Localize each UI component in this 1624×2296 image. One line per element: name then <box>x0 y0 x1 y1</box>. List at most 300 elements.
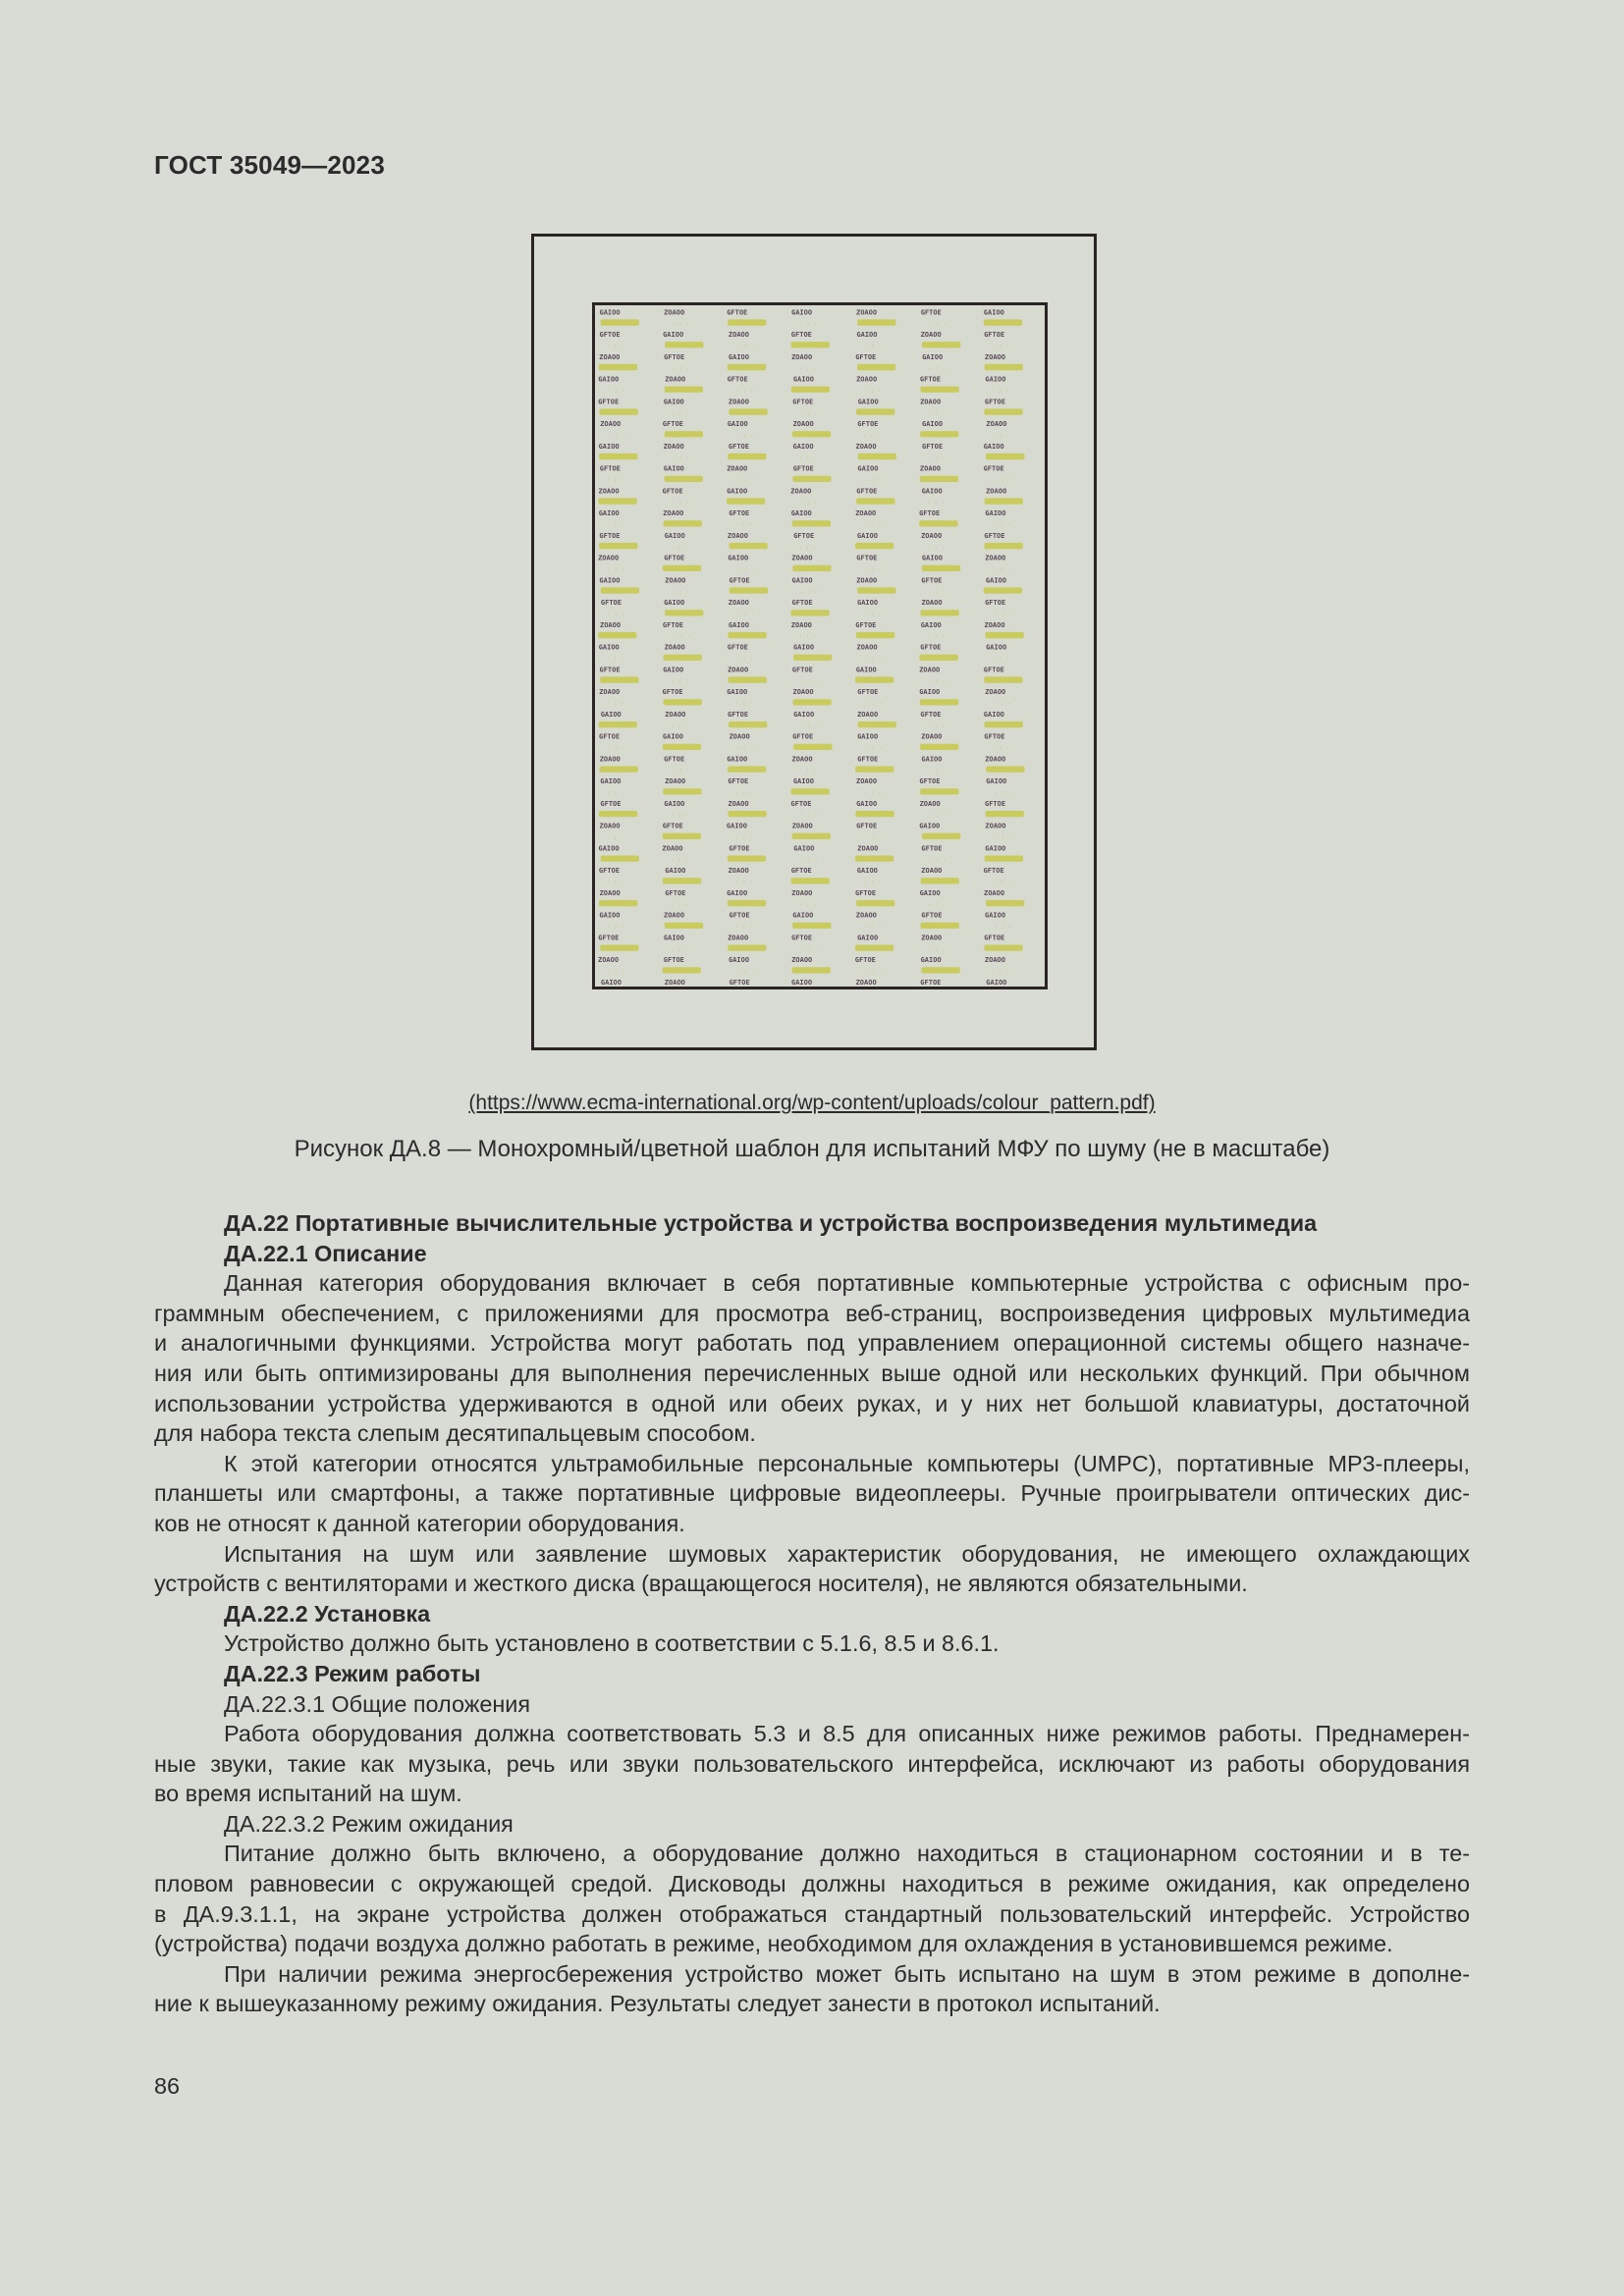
pattern-dots: · : · <box>863 789 882 797</box>
pattern-word: ZOAOO <box>791 352 813 361</box>
pattern-dots: · : · <box>993 879 1011 886</box>
pattern-word: ZOAOO <box>663 442 684 451</box>
pattern-yellow-bar <box>665 476 703 482</box>
pattern-yellow-bar <box>857 587 895 593</box>
pattern-word: GAIOO <box>985 375 1006 384</box>
pattern-yellow-bar <box>792 431 831 437</box>
pattern-yellow-bar <box>663 565 701 571</box>
pattern-yellow-bar <box>793 699 832 705</box>
pattern-word: GAIOO <box>985 509 1006 518</box>
pattern-word: GAIOO <box>599 576 621 585</box>
pattern-dots: · : · <box>800 722 819 730</box>
pattern-yellow-bar <box>855 811 893 817</box>
pattern-word: GFTOE <box>984 398 1005 406</box>
pattern-word: ZOAOO <box>985 688 1006 697</box>
pattern-word: GFTOE <box>856 487 878 496</box>
pattern-dots: · : · <box>607 611 625 618</box>
pattern-yellow-bar <box>792 833 831 839</box>
pattern-word: ZOAOO <box>920 331 942 340</box>
pattern-word: GFTOE <box>983 666 1004 674</box>
pattern-dots: · : · <box>607 388 625 395</box>
pattern-word: GFTOE <box>792 464 814 473</box>
pattern-word: GAIOO <box>600 979 622 987</box>
pattern-yellow-bar <box>663 878 701 883</box>
pattern-yellow-bar <box>663 967 701 973</box>
figure-source-link[interactable]: (https://www.ecma-international.org/wp-content/uploads/colour_pattern.pdf) <box>468 1092 1156 1114</box>
page-number: 86 <box>154 2073 181 2099</box>
pattern-dots: · : · <box>736 745 755 753</box>
pattern-word: GFTOE <box>790 800 812 808</box>
pattern-word: GAIOO <box>663 331 684 340</box>
pattern-yellow-bar <box>857 319 895 325</box>
pattern-word: GAIOO <box>726 822 747 830</box>
pattern-dots: · : · <box>927 633 946 641</box>
pattern-dots: · : · <box>927 409 946 417</box>
pattern-word: GFTOE <box>729 979 750 987</box>
pattern-word: GFTOE <box>599 666 621 674</box>
pattern-yellow-bar <box>855 543 893 549</box>
pattern-yellow-bar <box>728 811 766 817</box>
pattern-word: GFTOE <box>856 554 878 562</box>
pattern-dots: · : · <box>800 812 819 820</box>
pattern-word: GAIOO <box>598 442 620 451</box>
clause-heading: ДА.22.3.1 Общие положения <box>224 1690 531 1717</box>
pattern-dots: · : · <box>992 432 1010 440</box>
pattern-word: GAIOO <box>856 800 878 808</box>
pattern-word: GAIOO <box>793 711 815 719</box>
pattern-word: ZOAOO <box>791 554 813 562</box>
pattern-word: GAIOO <box>921 487 943 496</box>
pattern-word: GFTOE <box>854 956 876 965</box>
pattern-word: GAIOO <box>600 777 622 786</box>
paragraph-line: во время испытаний на шум. <box>154 1781 462 1807</box>
pattern-word: ZOAOO <box>598 487 620 496</box>
pattern-word: GFTOE <box>662 487 683 496</box>
pattern-dots: · : · <box>864 968 883 976</box>
pattern-word: ZOAOO <box>728 666 749 674</box>
pattern-dots: · : · <box>929 856 947 864</box>
paragraph-line: в ДА.9.3.1.1, на экране устройства должен отображаться стандартный пользовательский интерфейс. Устройство <box>154 1900 1470 1927</box>
pattern-yellow-bar <box>855 767 893 773</box>
pattern-dots: · : · <box>607 745 625 753</box>
pattern-yellow-bar <box>921 387 959 393</box>
pattern-dots: · : · <box>607 789 625 797</box>
pattern-word: ZOAOO <box>791 822 813 830</box>
pattern-yellow-bar <box>728 856 766 862</box>
pattern-word: GFTOE <box>919 375 941 384</box>
pattern-yellow-bar <box>921 923 959 929</box>
pattern-word: GFTOE <box>857 755 879 764</box>
pattern-word: GFTOE <box>599 732 621 741</box>
pattern-yellow-bar <box>919 520 957 526</box>
pattern-yellow-bar <box>986 811 1024 817</box>
pattern-word: GFTOE <box>920 711 942 719</box>
pattern-yellow-bar <box>599 900 637 906</box>
pattern-word: GAIOO <box>857 732 879 741</box>
pattern-word: GFTOE <box>921 911 943 920</box>
pattern-word: ZOAOO <box>855 911 877 920</box>
pattern-yellow-bar <box>728 319 766 325</box>
pattern-word: GAIOO <box>793 643 815 652</box>
pattern-dots: · : · <box>735 388 754 395</box>
pattern-yellow-bar <box>600 767 638 773</box>
pattern-word: GAIOO <box>792 442 814 451</box>
pattern-yellow-bar <box>858 721 896 727</box>
pattern-word: GFTOE <box>983 867 1004 876</box>
pattern-yellow-bar <box>919 655 957 661</box>
pattern-word: GAIOO <box>919 688 941 697</box>
pattern-word: ZOAOO <box>599 889 621 897</box>
paragraph-line: устройств с вентиляторами и жесткого диска (вращающегося носителя), не являются обязательными. <box>154 1571 1248 1597</box>
pattern-word: GAIOO <box>728 620 749 629</box>
pattern-word: GAIOO <box>922 420 944 429</box>
pattern-dots: · : · <box>798 544 817 552</box>
pattern-word: GFTOE <box>855 620 877 629</box>
pattern-word: GAIOO <box>919 822 941 830</box>
pattern-dots: · : · <box>670 945 688 953</box>
paragraph-line: ние к вышеуказанному режиму ожидания. Результаты следует занести в протокол испытаний. <box>154 1991 1161 2017</box>
pattern-word: ZOAOO <box>855 509 877 518</box>
pattern-word: ZOAOO <box>598 554 620 562</box>
pattern-word: GAIOO <box>791 979 813 987</box>
pattern-dots: · : · <box>672 588 690 596</box>
pattern-yellow-bar <box>729 408 767 414</box>
pattern-word: ZOAOO <box>728 867 749 876</box>
pattern-dots: · : · <box>800 856 819 864</box>
pattern-word: GAIOO <box>985 911 1006 920</box>
pattern-yellow-bar <box>665 431 703 437</box>
pattern-yellow-bar <box>600 945 638 951</box>
pattern-yellow-bar <box>855 945 893 951</box>
pattern-yellow-bar <box>664 520 702 526</box>
pattern-word: GAIOO <box>986 777 1007 786</box>
pattern-yellow-bar <box>792 565 831 571</box>
pattern-word: GAIOO <box>920 956 942 965</box>
paragraph-line: Работа оборудования должна соответствовать 5.3 и 8.5 для описанных ниже режимов работы. Преднамерен- <box>224 1721 1470 1747</box>
pattern-word: GFTOE <box>791 599 813 608</box>
pattern-word: GFTOE <box>984 531 1005 540</box>
pattern-word: GAIOO <box>792 777 814 786</box>
pattern-dots: · : · <box>993 700 1011 708</box>
pattern-dots: · : · <box>928 812 947 820</box>
pattern-word: ZOAOO <box>921 599 943 608</box>
pattern-word: ZOAOO <box>727 531 748 540</box>
pattern-word: GAIOO <box>857 398 879 406</box>
pattern-word: GAIOO <box>600 711 622 719</box>
pattern-dots: · : · <box>863 388 882 395</box>
pattern-dots: · : · <box>928 767 947 774</box>
pattern-dots: · : · <box>736 477 755 484</box>
pattern-word: ZOAOO <box>791 956 813 965</box>
pattern-dots: · : · <box>671 677 689 685</box>
pattern-yellow-bar <box>793 655 832 661</box>
pattern-word: GFTOE <box>600 800 622 808</box>
pattern-dots: · : · <box>993 521 1011 529</box>
pattern-yellow-bar <box>664 655 702 661</box>
pattern-dots: · : · <box>928 365 947 373</box>
pattern-yellow-bar <box>665 610 703 615</box>
pattern-dots: · : · <box>671 812 689 820</box>
pattern-word: GFTOE <box>983 464 1004 473</box>
pattern-yellow-bar <box>857 364 895 370</box>
paragraph-line: и аналогичными функциями. Устройства могут работать под управлением операционной системы общего назначе- <box>154 1330 1470 1357</box>
paragraph-line: К этой категории относятся ультрамобильные персональные компьютеры (UMPC), портативные MP3-плееры, <box>224 1450 1470 1476</box>
pattern-word: GAIOO <box>856 331 878 340</box>
pattern-word: ZOAOO <box>791 889 813 897</box>
pattern-dots: · : · <box>736 566 755 573</box>
pattern-word: GAIOO <box>729 956 750 965</box>
pattern-word: GFTOE <box>855 352 877 361</box>
pattern-yellow-bar <box>985 364 1023 370</box>
pattern-word: ZOAOO <box>857 711 879 719</box>
pattern-yellow-bar <box>599 454 637 459</box>
pattern-dots: · : · <box>800 945 819 953</box>
pattern-word: GAIOO <box>983 308 1004 317</box>
subsection-heading: ДА.22.3 Режим работы <box>224 1660 481 1686</box>
pattern-dots: · : · <box>608 432 626 440</box>
pattern-word: GFTOE <box>922 442 944 451</box>
pattern-word: ZOAOO <box>728 398 749 406</box>
paragraph-line: Данная категория оборудования включает в себя портативные компьютерные устройства с офисным про- <box>224 1270 1470 1297</box>
pattern-word: GAIOO <box>986 643 1007 652</box>
pattern-word: ZOAOO <box>984 620 1005 629</box>
pattern-dots: · : · <box>994 834 1012 842</box>
pattern-dots: · : · <box>928 722 947 730</box>
pattern-word: GAIOO <box>793 844 815 853</box>
document-code: ГОСТ 35049—2023 <box>154 150 385 180</box>
pattern-dots: · : · <box>865 477 884 484</box>
pattern-yellow-bar <box>986 454 1024 459</box>
pattern-word: ZOAOO <box>664 979 685 987</box>
pattern-dots: · : · <box>734 521 753 529</box>
pattern-word: ZOAOO <box>856 308 878 317</box>
pattern-word: GAIOO <box>919 889 941 897</box>
pattern-word: ZOAOO <box>664 643 685 652</box>
pattern-word: ZOAOO <box>985 554 1006 562</box>
pattern-word: GFTOE <box>729 844 750 853</box>
pattern-word: GFTOE <box>665 889 686 897</box>
pattern-dots: · : · <box>862 432 881 440</box>
pattern-word: GAIOO <box>598 509 620 518</box>
pattern-word: ZOAOO <box>921 531 943 540</box>
pattern-dots: · : · <box>992 745 1010 753</box>
pattern-word: GFTOE <box>855 889 877 897</box>
pattern-yellow-bar <box>984 408 1022 414</box>
pattern-word: GFTOE <box>662 822 683 830</box>
pattern-dots: · : · <box>864 343 883 350</box>
pattern-yellow-bar <box>728 945 766 951</box>
pattern-yellow-bar <box>599 543 637 549</box>
pattern-yellow-bar <box>663 744 701 750</box>
pattern-word: GAIOO <box>791 308 813 317</box>
pattern-word: GFTOE <box>920 979 942 987</box>
pattern-word: ZOAOO <box>599 352 621 361</box>
pattern-dots: · : · <box>734 789 753 797</box>
pattern-word: GFTOE <box>599 464 621 473</box>
pattern-dots: · : · <box>671 409 689 417</box>
pattern-word: GFTOE <box>790 331 812 340</box>
pattern-dots: · : · <box>927 544 946 552</box>
pattern-word: GFTOE <box>729 576 750 585</box>
pattern-dots: · : · <box>798 365 817 373</box>
pattern-word: GAIOO <box>598 844 620 853</box>
pattern-yellow-bar <box>598 632 636 638</box>
pattern-yellow-bar <box>601 319 639 325</box>
pattern-dots: · : · <box>863 611 882 618</box>
pattern-yellow-bar <box>920 476 958 482</box>
pattern-word: GAIOO <box>663 934 684 942</box>
pattern-yellow-bar <box>986 632 1024 638</box>
pattern-word: GFTOE <box>599 331 621 340</box>
pattern-word: GFTOE <box>920 643 942 652</box>
pattern-yellow-bar <box>600 676 638 682</box>
pattern-word: GAIOO <box>727 755 748 764</box>
pattern-dots: · : · <box>991 388 1009 395</box>
pattern-word: GAIOO <box>598 375 620 384</box>
pattern-yellow-bar <box>856 900 894 906</box>
pattern-yellow-bar <box>729 676 767 682</box>
pattern-word: GAIOO <box>857 934 879 942</box>
pattern-dots: · : · <box>670 901 688 909</box>
pattern-yellow-bar <box>665 923 703 929</box>
pattern-word: ZOAOO <box>984 352 1005 361</box>
pattern-yellow-bar <box>727 498 765 504</box>
pattern-dots: · : · <box>672 767 690 774</box>
pattern-dots: · : · <box>798 454 817 462</box>
pattern-dots: · : · <box>864 745 883 753</box>
paragraph-line: (устройства) подачи воздуха должно работать в режиме, необходимом для охлаждения в установившемся режиме. <box>154 1931 1393 1957</box>
pattern-word: ZOAOO <box>919 464 941 473</box>
pattern-word: GFTOE <box>662 420 683 429</box>
pattern-word: ZOAOO <box>791 755 813 764</box>
pattern-word: GAIOO <box>662 732 683 741</box>
pattern-word: GFTOE <box>727 308 748 317</box>
pattern-word: ZOAOO <box>919 666 941 674</box>
clause-heading: ДА.22.3.2 Режим ожидания <box>224 1810 514 1837</box>
pattern-word: GFTOE <box>921 844 943 853</box>
paragraph-line: пловом равновесии с окружающей средой. Дисководы должны находиться в режиме ожидания, как определено <box>154 1871 1470 1897</box>
document-body <box>154 1208 1470 2019</box>
pattern-word: GFTOE <box>856 822 878 830</box>
pattern-word: GFTOE <box>728 777 749 786</box>
pattern-word: GAIOO <box>791 576 813 585</box>
pattern-word: GAIOO <box>727 420 748 429</box>
pattern-word: GFTOE <box>984 934 1005 942</box>
pattern-word: GAIOO <box>921 554 943 562</box>
pattern-yellow-bar <box>920 788 958 794</box>
pattern-word: GAIOO <box>727 889 748 897</box>
pattern-dots: · : · <box>800 588 819 596</box>
pattern-yellow-bar <box>792 476 831 482</box>
pattern-dots: · : · <box>670 722 688 730</box>
pattern-word: GFTOE <box>662 620 683 629</box>
pattern-word: GAIOO <box>598 643 620 652</box>
pattern-word: GFTOE <box>664 554 685 562</box>
pattern-word: GAIOO <box>921 755 943 764</box>
pattern-word: ZOAOO <box>984 956 1005 965</box>
pattern-word: GAIOO <box>790 509 812 518</box>
paragraph-line: планшеты или смартфоны, а также портативные цифровые видеоплееры. Ручные проигрыватели оптических дис- <box>154 1480 1470 1507</box>
pattern-yellow-bar <box>730 543 768 549</box>
pattern-yellow-bar <box>730 587 768 593</box>
pattern-dots: · : · <box>734 834 753 842</box>
pattern-word: GAIOO <box>922 352 944 361</box>
pattern-dots: · : · <box>606 879 624 886</box>
pattern-word: GAIOO <box>599 308 621 317</box>
pattern-word: GFTOE <box>599 531 621 540</box>
pattern-yellow-bar <box>985 543 1023 549</box>
paragraph-line: При наличии режима энергосбережения устройство может быть испытано на шум в этом режиме в дополне- <box>224 1960 1470 1987</box>
pattern-word: ZOAOO <box>599 688 621 697</box>
section-heading: ДА.22 Портативные вычислительные устройства и устройства воспроизведения мультимедиа <box>224 1210 1318 1236</box>
pattern-dots: · : · <box>606 834 624 842</box>
pattern-yellow-bar <box>790 788 829 794</box>
pattern-yellow-bar <box>985 498 1023 504</box>
pattern-word: ZOAOO <box>986 487 1007 496</box>
pattern-yellow-bar <box>663 788 701 794</box>
pattern-dots: · : · <box>994 611 1012 618</box>
pattern-word: GAIOO <box>727 688 748 697</box>
pattern-yellow-bar <box>791 342 830 347</box>
pattern-word: GAIOO <box>856 867 878 876</box>
pattern-word: GAIOO <box>986 979 1007 987</box>
pattern-word: ZOAOO <box>727 464 748 473</box>
pattern-dots: · : · <box>798 767 817 774</box>
pattern-word: ZOAOO <box>857 844 879 853</box>
pattern-yellow-bar <box>601 587 639 593</box>
pattern-word: GAIOO <box>857 599 879 608</box>
pattern-yellow-bar <box>984 587 1022 593</box>
pattern-yellow-bar <box>922 342 960 347</box>
pattern-yellow-bar <box>728 454 766 459</box>
pattern-yellow-bar <box>856 408 894 414</box>
pattern-word: GAIOO <box>665 867 686 876</box>
pattern-yellow-bar <box>985 856 1023 862</box>
pattern-yellow-bar <box>920 699 958 705</box>
pattern-word: GAIOO <box>856 531 878 540</box>
pattern-dots: · : · <box>671 499 689 507</box>
pattern-word: ZOAOO <box>921 732 943 741</box>
pattern-yellow-bar <box>922 833 960 839</box>
pattern-word: ZOAOO <box>790 487 812 496</box>
pattern-yellow-bar <box>921 878 959 883</box>
pattern-yellow-bar <box>985 721 1023 727</box>
pattern-word: GFTOE <box>792 732 814 741</box>
pattern-word: GAIOO <box>985 844 1006 853</box>
pattern-word: ZOAOO <box>985 822 1006 830</box>
pattern-yellow-bar <box>792 923 831 929</box>
pattern-word: GFTOE <box>598 867 620 876</box>
pattern-yellow-bar <box>984 676 1022 682</box>
pattern-yellow-bar <box>665 342 703 347</box>
pattern-yellow-bar <box>599 721 637 727</box>
pattern-word: ZOAOO <box>920 398 942 406</box>
pattern-word: GAIOO <box>663 464 684 473</box>
pattern-word: GFTOE <box>664 352 685 361</box>
pattern-dots: · : · <box>864 700 883 708</box>
paragraph-line: граммным обеспечением, с приложениями для просмотра веб-страниц, воспроизведения цифровых мультимедиа <box>154 1300 1470 1326</box>
pattern-word: GFTOE <box>984 331 1005 340</box>
pattern-dots: · : · <box>736 968 755 976</box>
pattern-word: GFTOE <box>662 688 683 697</box>
pattern-word: GAIOO <box>792 375 814 384</box>
pattern-yellow-bar <box>665 387 703 393</box>
pattern-dots: · : · <box>670 856 688 864</box>
pattern-word: GAIOO <box>663 398 684 406</box>
pattern-dots: · : · <box>735 432 754 440</box>
pattern-yellow-bar <box>728 632 766 638</box>
pattern-dots: · : · <box>606 521 624 529</box>
